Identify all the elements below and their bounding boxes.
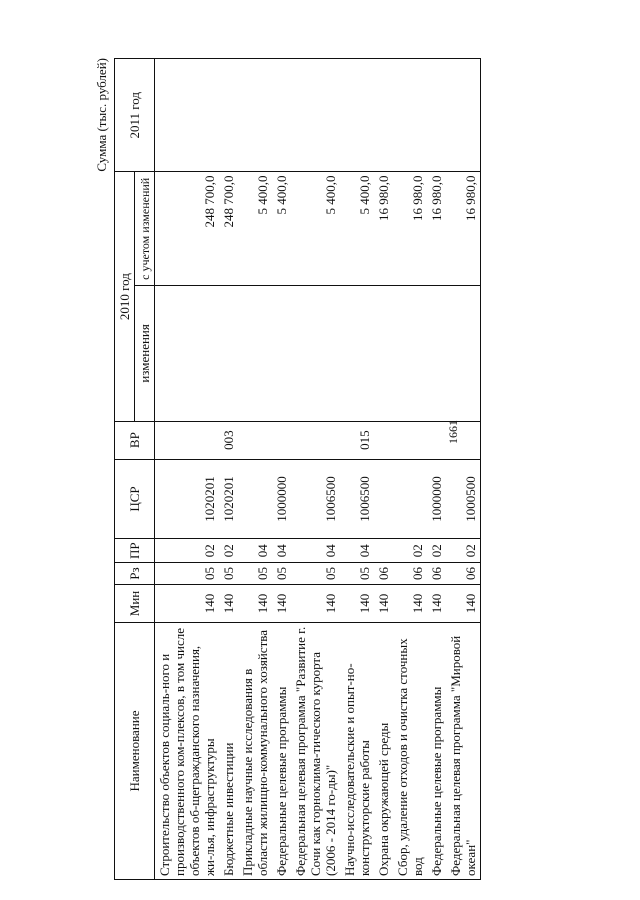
row-changes [272,286,291,422]
row-name: Федеральные целевые программы [272,622,291,879]
row-with-changes: 5 400,0 [291,172,340,286]
table-body [155,59,481,880]
row-vr [446,421,481,459]
row-name: Строительство объектов социаль-ного и производственного ком-плексов, в том числе объектов об-щегражданского назначения, жи-лья, инфраструктуры [155,622,220,879]
row-csr: 1006500 [340,459,374,539]
row-2011 [427,59,446,173]
row-pr: 02 [393,539,427,563]
units-note: Сумма (тыс. рублей) [94,58,109,172]
row-name: Федеральная целевая программа "Развитие г. Сочи как горноклима-тического курорта (2006 - 2014 го-ды)" [291,622,340,879]
row-pr: 04 [272,539,291,563]
header-min: Мин [115,585,155,623]
table-row [291,59,340,880]
row-min: 140 [155,585,220,623]
row-min: 140 [446,585,481,623]
row-changes [374,286,393,422]
row-name: Федеральные целевые программы [427,622,446,879]
row-csr: 1000500 [446,459,481,539]
row-changes [427,286,446,422]
row-csr: 1020201 [155,459,220,539]
budget-table [114,58,481,880]
table-row [155,59,220,880]
row-rz: 06 [446,563,481,585]
row-name: Прикладные научные исследования в области жилищно-коммунального хозяйства [238,622,272,879]
row-pr [374,539,393,563]
row-with-changes: 16 980,0 [374,172,393,286]
table-row [340,59,374,880]
row-min: 140 [272,585,291,623]
row-2011 [291,59,340,173]
row-min: 140 [393,585,427,623]
table-row [374,59,393,880]
row-with-changes: 5 400,0 [272,172,291,286]
row-pr: 02 [446,539,481,563]
row-vr [272,421,291,459]
row-name: Сбор, удаление отходов и очистка сточных вод [393,622,427,879]
row-2011 [238,59,272,173]
header-changes: изменения [135,286,155,422]
header-name: Наименование [115,622,155,879]
header-year-2010: 2010 год [115,172,135,421]
row-changes [238,286,272,422]
row-name: Охрана окружающей среды [374,622,393,879]
row-rz: 06 [427,563,446,585]
row-vr [238,421,272,459]
row-changes [340,286,374,422]
row-min: 140 [238,585,272,623]
header-pr: ПР [115,539,155,563]
row-changes [219,286,238,422]
row-2011 [340,59,374,173]
row-2011 [374,59,393,173]
row-name: Федеральная целевая программа "Мировой океан" [446,622,481,879]
row-min: 140 [291,585,340,623]
row-csr: 1006500 [291,459,340,539]
header-with-changes: с учетом изменений [135,172,155,286]
page-number: 1661 [446,420,460,444]
table-row [446,59,481,880]
header-year-2011: 2011 год [115,59,155,173]
header-rz: Рз [115,563,155,585]
row-csr: 1000000 [272,459,291,539]
row-vr [393,421,427,459]
row-with-changes: 248 700,0 [219,172,238,286]
row-csr: 1020201 [219,459,238,539]
row-vr [155,421,220,459]
row-csr [238,459,272,539]
row-vr: 015 [340,421,374,459]
row-rz: 05 [272,563,291,585]
row-with-changes: 16 980,0 [427,172,446,286]
row-csr [374,459,393,539]
row-rz: 06 [374,563,393,585]
row-pr: 02 [219,539,238,563]
table-row [219,59,238,880]
row-2011 [272,59,291,173]
row-pr: 04 [291,539,340,563]
row-2011 [219,59,238,173]
table-row [238,59,272,880]
row-rz: 05 [219,563,238,585]
table-row [272,59,291,880]
row-pr: 02 [155,539,220,563]
row-vr [374,421,393,459]
row-min: 140 [219,585,238,623]
row-with-changes: 248 700,0 [155,172,220,286]
row-changes [393,286,427,422]
row-min: 140 [340,585,374,623]
row-changes [291,286,340,422]
row-rz: 05 [291,563,340,585]
row-with-changes: 16 980,0 [393,172,427,286]
row-rz: 05 [238,563,272,585]
row-csr [393,459,427,539]
row-pr: 02 [427,539,446,563]
header-csr: ЦСР [115,459,155,539]
row-csr: 1000000 [427,459,446,539]
rotated-page [94,58,564,880]
table-row [427,59,446,880]
row-changes [446,286,481,422]
row-2011 [446,59,481,173]
table-row [393,59,427,880]
row-pr: 04 [238,539,272,563]
row-2011 [393,59,427,173]
row-vr [427,421,446,459]
row-2011 [155,59,220,173]
row-rz: 06 [393,563,427,585]
table-header [115,59,155,880]
row-changes [155,286,220,422]
row-vr: 003 [219,421,238,459]
row-with-changes: 5 400,0 [340,172,374,286]
row-with-changes: 16 980,0 [446,172,481,286]
row-pr: 04 [340,539,374,563]
row-name: Научно-исследовательские и опыт-но-конструкторские работы [340,622,374,879]
row-name: Бюджетные инвестиции [219,622,238,879]
row-min: 140 [374,585,393,623]
row-rz: 05 [155,563,220,585]
row-min: 140 [427,585,446,623]
row-with-changes: 5 400,0 [238,172,272,286]
row-vr [291,421,340,459]
header-vr: ВР [115,421,155,459]
row-rz: 05 [340,563,374,585]
